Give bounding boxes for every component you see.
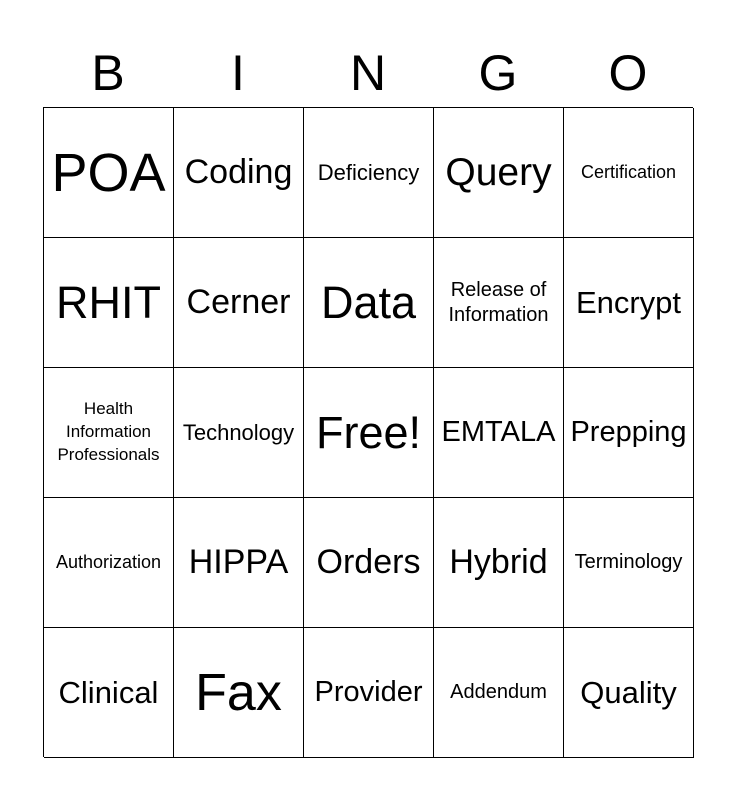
cell-label: EMTALA — [441, 416, 556, 448]
cell-label: HIPPA — [188, 543, 289, 581]
bingo-cell-free-space[interactable] — [304, 368, 434, 498]
bingo-cell-fax[interactable] — [174, 628, 304, 758]
bingo-cell-orders[interactable] — [304, 498, 434, 628]
bingo-cell-prepping[interactable] — [564, 368, 694, 498]
cell-label: Authorization — [55, 552, 162, 572]
cell-label: Fax — [195, 663, 282, 722]
bingo-cell-rhit[interactable] — [44, 238, 174, 368]
header-letter-b: B — [91, 45, 125, 101]
bingo-cell-terminology[interactable] — [564, 498, 694, 628]
cell-label: Coding — [184, 153, 293, 191]
bingo-cell-poa[interactable] — [44, 108, 174, 238]
bingo-cell-provider[interactable] — [304, 628, 434, 758]
cell-label: Data — [320, 276, 417, 328]
bingo-cell-addendum[interactable] — [434, 628, 564, 758]
cell-label: Encrypt — [575, 284, 682, 320]
cell-label: Health Information Professionals — [57, 399, 160, 464]
bingo-cell-query[interactable] — [434, 108, 564, 238]
cell-label: Query — [445, 150, 552, 194]
bingo-cell-authorization[interactable] — [44, 498, 174, 628]
bingo-card — [43, 107, 693, 757]
cell-label: Certification — [580, 162, 677, 182]
cell-label: POA — [51, 142, 166, 203]
cell-label: Release of Information — [448, 278, 549, 326]
bingo-cell-technology[interactable] — [174, 368, 304, 498]
bingo-cell-cerner[interactable] — [174, 238, 304, 368]
header-letter-o: O — [608, 45, 648, 101]
bingo-cell-certification[interactable] — [564, 108, 694, 238]
bingo-cell-coding[interactable] — [174, 108, 304, 238]
header-letter-i: I — [231, 45, 245, 101]
cell-label: Technology — [182, 419, 295, 445]
header-letter-n: N — [349, 45, 387, 101]
cell-label: RHIT — [56, 276, 161, 328]
cell-label: Deficiency — [317, 159, 420, 185]
cell-label: Terminology — [574, 551, 683, 573]
cell-label: Provider — [314, 676, 423, 708]
cell-label: Clinical — [58, 674, 159, 710]
cell-label: Free! — [315, 406, 422, 458]
header-letter-g: G — [478, 45, 518, 101]
cell-label: Cerner — [186, 283, 291, 321]
bingo-cell-emtala[interactable] — [434, 368, 564, 498]
cell-label: Hybrid — [449, 543, 548, 581]
cell-label: Prepping — [570, 416, 687, 448]
cell-label: Quality — [580, 674, 677, 710]
bingo-cell-health-information-professionals[interactable] — [44, 368, 174, 498]
cell-label: Addendum — [450, 681, 547, 703]
bingo-cell-clinical[interactable] — [44, 628, 174, 758]
bingo-cell-release-of-information[interactable] — [434, 238, 564, 368]
bingo-cell-data[interactable] — [304, 238, 434, 368]
bingo-cell-quality[interactable] — [564, 628, 694, 758]
bingo-header — [43, 42, 693, 104]
bingo-cell-encrypt[interactable] — [564, 238, 694, 368]
cell-label: Orders — [316, 543, 421, 581]
bingo-cell-hybrid[interactable] — [434, 498, 564, 628]
bingo-cell-deficiency[interactable] — [304, 108, 434, 238]
bingo-cell-hippa[interactable] — [174, 498, 304, 628]
